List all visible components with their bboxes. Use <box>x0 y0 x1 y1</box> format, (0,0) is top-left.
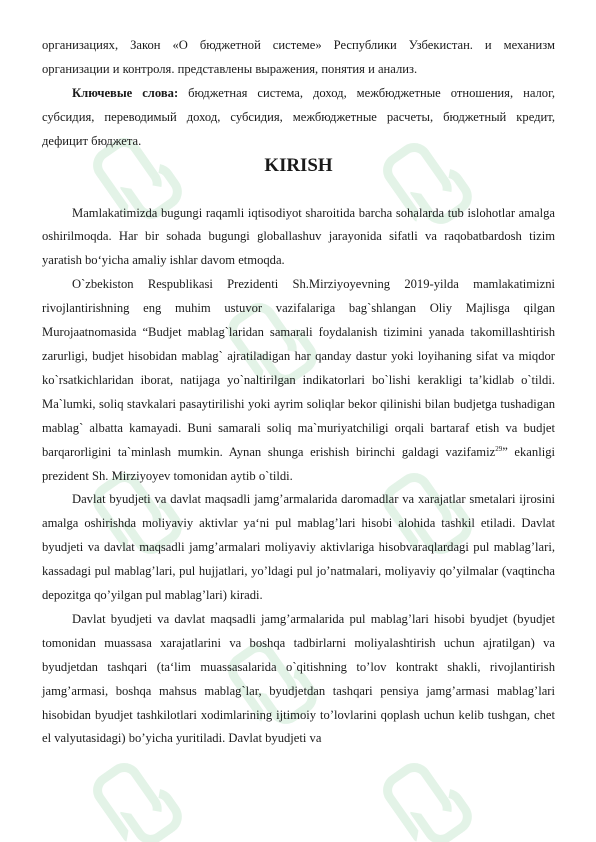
body-paragraph: Davlat byudjeti va davlat maqsadli jamg’armalarida daromadlar va xarajatlar smetalari ijrosini amalga oshirishda moliyaviy aktivlar ya‘ni pul mablag’lari hisobi alohida tashkil etiladi. Davlat byudjeti va davlat maqsadli jamg’armalari moliyaviy aktivlariga hisobvaraqlardagi pul mablag’lari, kassadagi pul mablag’lari, pul hujjatlari, yo’ldagi pul jo’natmalari, moliyaviy qo’yilmalar (vaqtincha depozitga qo’yilgan pul mablag’lari) kiradi. <box>42 492 555 603</box>
body-paragraph: Davlat byudjeti va davlat maqsadli jamg’armalarida pul mablag’lari hisobi byudjet (byudjet tomonidan muassasa xarajatlarini va boshqa tadbirlarni moliyalashtirish uchun ajratilgan) va byudjetdan tashqari (ta‘lim muassasalarida o`qitishning to’lov kontrakt shakli, rivojlantirish jamg’armasi, boshqa mahsus mablag`lar, byudjetdan tashqari pensiya jamg’armasi mablag’lari hisobidan byudjet tashkilotlari xodimlarining ijtimoiy to’lovlarini qoplash uchun kelib tushgan, chet el valyutasidagi) bo’yicha yuritiladi. Davlat byudjeti va <box>42 611 555 746</box>
logo-watermark-icon <box>76 748 185 842</box>
document-page <box>42 34 555 751</box>
quote-attribution: ” ekanligi prezident Sh. Mirziyoyev tomonidan aytib o`tildi. <box>42 444 555 483</box>
logo-watermark-icon <box>366 748 475 842</box>
body-paragraph: Mamlakatimizda bugungi raqamli iqtisodiyot sharoitida barcha sohalarda tub islohotlar amalga oshirilmoqda. Har bir sohada bugungi globallashuv jarayonida sifatli va raqobatbardosh tizim yaratish bo‘yicha amaliy ishlar davom etmoqda. <box>42 205 555 268</box>
keywords-paragraph <box>42 82 555 154</box>
footnote-ref: 29 <box>495 444 503 453</box>
keywords-text: бюджетная система, доход, межбюджетные отношения, налог, субсидия, переводимый доход, субсидия, межбюджетные расчеты, бюджетный кредит, дефицит бюджета. <box>42 85 555 148</box>
quote-text: O`zbekiston Respublikasi Prezidenti Sh.Mirziyoyevning 2019-yilda mamlakatimizni rivojlantirishning eng muhim ustuvor vazifalariga bag`shlangan Oliy Majlisga qilgan Murojaatnomasida “Budjet mablag`laridan samarali foydalanish tizimini yanada takomillashtirish zarurligi, budjet hisobidan mablag` ajratiladigan har qanday dastur yoki loyihaning sifat va miqdor ko`rsatkichlaridan iborat, natijaga yo`naltirilgan indikatorlari bo`lishi kerakligi ta’kidlab o`tildi. Ma`lumki, soliq stavkalari pasaytirilishi yoki ayrim soliqlar bekor qilinishi bilan budjetga tushadigan mablag` albatta kamayadi. Buni samarali soliq ma`muriyatchiligi orqali bartaraf etish va budjet barqarorligini ta`minlash mumkin. Aynan shunga erishish birinchi galdagi vazifamiz <box>42 277 555 459</box>
section-heading: KIRISH <box>264 154 333 176</box>
keywords-label: Ключевые слова: <box>72 85 179 100</box>
president-quote-paragraph <box>42 273 555 488</box>
abstract-tail: организациях, Закон «О бюджетной системе» Республики Узбекистан. и механизм организации и контроля. представлены выражения, понятия и анализ. <box>42 38 555 76</box>
